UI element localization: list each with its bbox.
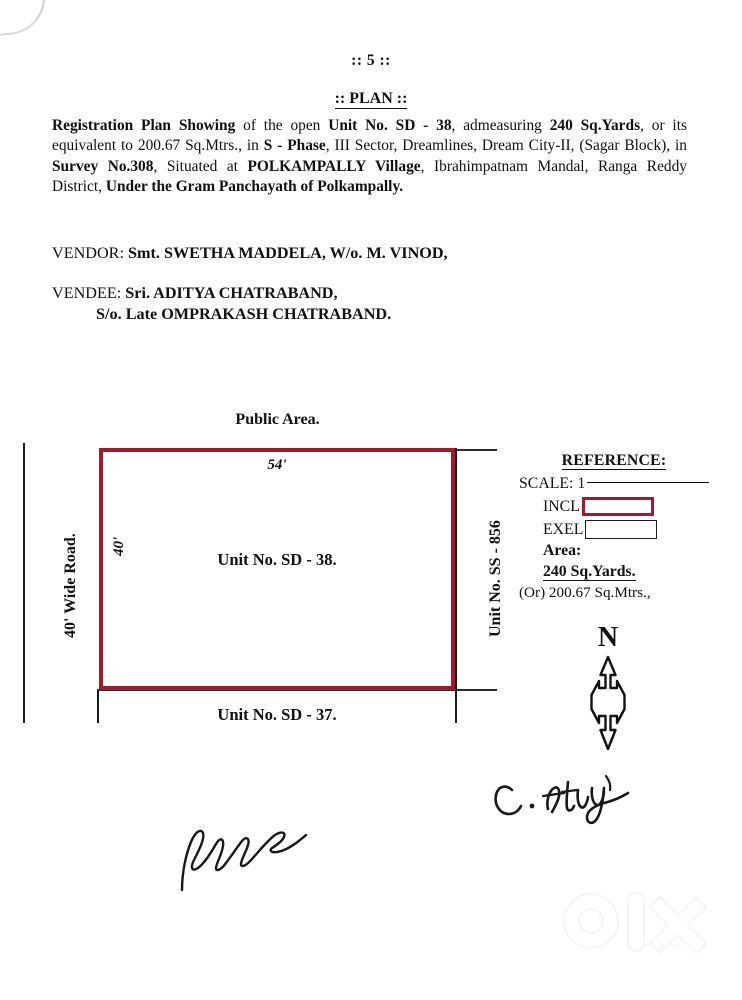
- public-area-label: Public Area.: [235, 411, 320, 428]
- vendee-name-line2: S/o. Late OMPRAKASH CHATRABAND.: [96, 305, 392, 323]
- vendee-label: VENDEE:: [52, 284, 122, 302]
- right-neighbour-label: Unit No. SS - 856: [487, 520, 504, 637]
- incl-label: INCL: [543, 497, 580, 515]
- area-value: [519, 561, 709, 582]
- plot-topright-extension-line: [455, 449, 497, 451]
- vendor-name: Smt. SWETHA MADDELA, W/o. M. VINOD,: [128, 244, 448, 262]
- north-arrow-icon: [570, 655, 646, 756]
- reference-title: [519, 450, 709, 471]
- incl-color-swatch: [582, 497, 654, 516]
- reference-legend: [519, 450, 709, 603]
- olx-watermark: [560, 885, 720, 975]
- top-dimension-label: 54': [267, 457, 287, 473]
- registration-plan-paragraph: Registration Plan Showing of the open Unit No. SD - 38, admeasuring 240 Sq.Yards, or its equivalent to 200.67 Sq.Mtrs., in S - Phase, III Sector, Dreamlines, Dream City-II, (Sagar Block), in Survey No.308, Situated at POLKAMPALLY Village, Ibrahimpatnam Mandal, Ranga Reddy District, Under the Gram Panchayath of Polkampally.: [52, 117, 688, 196]
- bottom-neighbour-label: Unit No. SD - 37.: [217, 705, 337, 724]
- included-row: [519, 495, 709, 517]
- area-label: Area:: [543, 542, 582, 559]
- area-value-text: 240 Sq.Yards.: [543, 563, 636, 580]
- road-boundary-line: [23, 443, 25, 723]
- north-letter: N: [597, 622, 619, 653]
- scale-row: [519, 472, 709, 494]
- scale-rule-line: [587, 482, 709, 483]
- north-indicator: [570, 623, 646, 756]
- left-road-label: 40' Wide Road.: [62, 533, 79, 638]
- scale-label: SCALE: 1: [519, 474, 586, 492]
- plan-heading-text: :: PLAN ::: [334, 90, 408, 107]
- vendee-name: Sri. ADITYA CHATRABAND,: [125, 284, 338, 302]
- plot-right-extension-line: [455, 448, 457, 723]
- exel-label: EXEL: [543, 520, 584, 538]
- excluded-row: [519, 518, 709, 540]
- plot-unit-label: Unit No. SD - 38.: [217, 550, 337, 569]
- left-dimension-label: 40': [111, 536, 127, 556]
- signature-vendee: [488, 762, 638, 837]
- watermark-subtext: I N D I A: [646, 941, 712, 950]
- signature-vendor: [168, 802, 318, 902]
- vendor-label: VENDOR:: [52, 244, 124, 262]
- area-alt-value: (Or) 200.67 Sq.Mtrs.,: [519, 584, 651, 601]
- page-number: :: 5 ::: [351, 52, 391, 69]
- exel-color-swatch: [585, 520, 657, 539]
- reference-title-text: REFERENCE:: [561, 452, 667, 469]
